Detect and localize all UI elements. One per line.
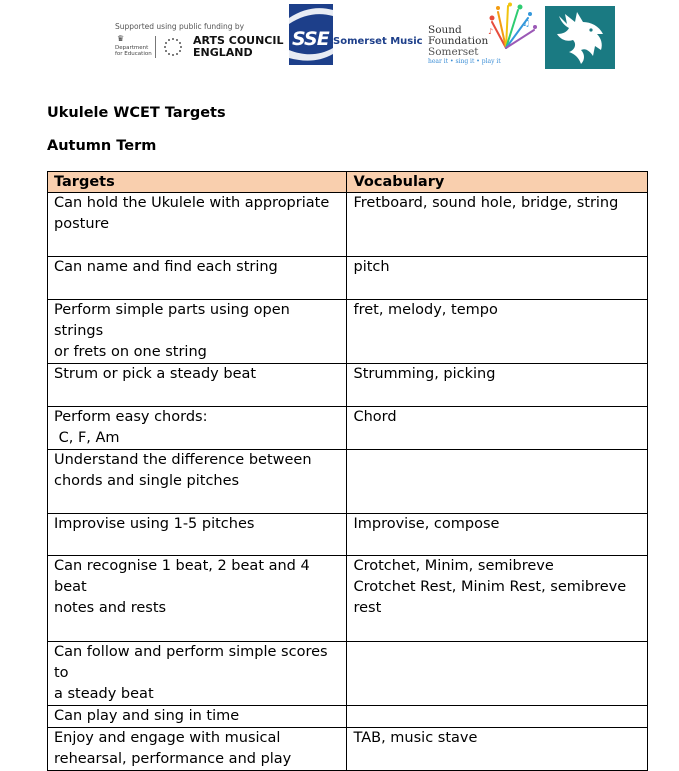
target-cell	[48, 364, 347, 407]
cell-line: TAB, music stave	[353, 730, 478, 746]
cell-line: C, F, Am	[54, 430, 120, 446]
dfe-label: Department for Education	[115, 45, 152, 57]
cell-line: Understand the difference between	[54, 452, 312, 468]
vocab-cell	[347, 642, 648, 706]
arts-council-wordmark	[193, 35, 283, 59]
logo-divider	[155, 36, 156, 58]
cell-line: notes and rests	[54, 600, 167, 616]
cell-line: Enjoy and engage with musical	[54, 730, 281, 746]
sound-tagline: hear it • sing it • play it	[428, 58, 501, 65]
target-cell	[48, 450, 347, 514]
target-cell	[48, 642, 347, 706]
header-vocabulary: Vocabulary	[347, 172, 648, 193]
target-cell	[48, 407, 347, 450]
arts-council-line1: ARTS COUNCIL	[193, 34, 284, 47]
sse-logo	[289, 4, 333, 65]
svg-text:♪: ♪	[488, 27, 494, 36]
target-cell	[48, 556, 347, 642]
cell-line: Fretboard, sound hole, bridge, string	[353, 195, 619, 211]
table-row	[48, 450, 648, 514]
table-row	[48, 556, 648, 642]
sound-line2: Foundation	[428, 35, 489, 47]
table-row	[48, 642, 648, 706]
vocab-cell	[347, 193, 648, 257]
header-targets: Targets	[48, 172, 347, 193]
cell-line: Can play and sing in time	[54, 708, 240, 724]
cell-line: Strum or pick a steady beat	[54, 366, 257, 382]
sound-foundation-logo	[428, 2, 538, 70]
table-row	[48, 364, 648, 407]
crest-icon: ♛	[117, 34, 125, 43]
table-row	[48, 728, 648, 771]
vocab-cell	[347, 407, 648, 450]
vocab-cell	[347, 514, 648, 556]
table-row	[48, 193, 648, 257]
cell-line: Crotchet Rest, Minim Rest, semibreve	[353, 579, 627, 595]
table-row	[48, 514, 648, 556]
svg-text:♫: ♫	[522, 19, 531, 29]
vocab-cell	[347, 257, 648, 300]
cell-line: posture	[54, 216, 110, 232]
logo-strip	[0, 0, 679, 75]
table-row	[48, 706, 648, 728]
cell-line: Can recognise 1 beat, 2 beat and 4 beat	[54, 558, 310, 595]
arts-council-line2: ENGLAND	[193, 46, 253, 59]
cell-line: chords and single pitches	[54, 473, 240, 489]
vocab-cell	[347, 728, 648, 771]
table-header-row	[48, 172, 648, 193]
table-row	[48, 407, 648, 450]
cell-line: fret, melody, tempo	[353, 302, 498, 318]
table-row	[48, 300, 648, 364]
target-cell	[48, 514, 347, 556]
cell-line: Chord	[353, 409, 397, 425]
cell-line: rest	[353, 600, 382, 616]
cell-line: Perform simple parts using open strings	[54, 302, 290, 339]
cell-line: Can hold the Ukulele with appropriate	[54, 195, 330, 211]
targets-table	[47, 171, 648, 771]
vocab-cell	[347, 300, 648, 364]
dragon-logo	[545, 6, 615, 69]
sound-foundation-wordmark	[428, 25, 488, 58]
dfe-logo	[115, 34, 155, 60]
sse-label: Somerset Music	[333, 36, 423, 47]
sse-mark: SSE	[292, 28, 329, 50]
sound-line3: Somerset	[428, 46, 479, 58]
target-cell	[48, 257, 347, 300]
cell-line: Can follow and perform simple scores to	[54, 644, 328, 681]
target-cell	[48, 193, 347, 257]
target-cell	[48, 706, 347, 728]
cell-line: or frets on one string	[54, 344, 207, 360]
cell-line: Crotchet, Minim, semibreve	[353, 558, 554, 574]
vocab-cell	[347, 450, 648, 514]
cell-line: Can name and find each string	[54, 259, 278, 275]
target-cell	[48, 728, 347, 771]
target-cell	[48, 300, 347, 364]
term-heading: Autumn Term	[47, 138, 157, 154]
table-row	[48, 257, 648, 300]
dragon-icon	[545, 6, 615, 69]
music-burst-icon	[484, 2, 538, 52]
cell-line: Strumming, picking	[353, 366, 496, 382]
funding-caption: Supported using public funding by	[115, 22, 245, 31]
sound-line1: Sound	[428, 24, 462, 36]
cell-line: pitch	[353, 259, 390, 275]
vocab-cell	[347, 556, 648, 642]
vocab-cell	[347, 706, 648, 728]
vocab-cell	[347, 364, 648, 407]
funding-logo	[115, 22, 285, 64]
cell-line: Improvise using 1-5 pitches	[54, 516, 255, 532]
arts-council-mark-icon	[163, 36, 183, 58]
cell-line: rehearsal, performance and play	[54, 751, 292, 767]
cell-line: Improvise, compose	[353, 516, 500, 532]
cell-line: a steady beat	[54, 686, 154, 702]
document-title: Ukulele WCET Targets	[47, 105, 226, 121]
cell-line: Perform easy chords:	[54, 409, 208, 425]
